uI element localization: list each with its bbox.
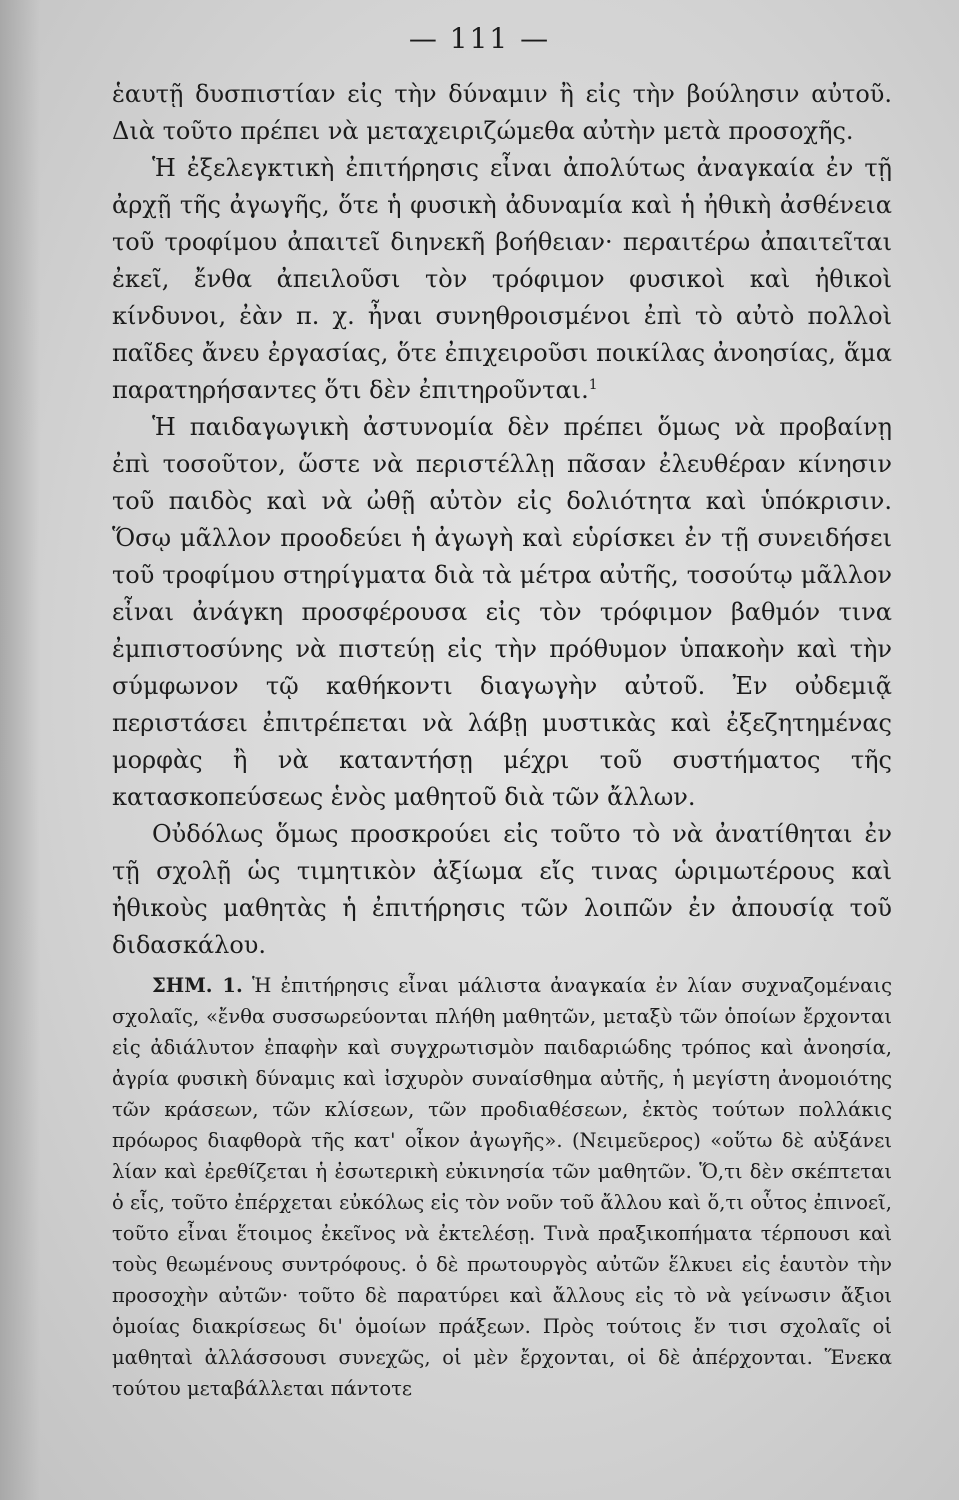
footnote bbox=[112, 970, 892, 1404]
footnote-paragraph bbox=[112, 970, 892, 1404]
binding-shadow bbox=[0, 0, 40, 1500]
paragraph bbox=[112, 816, 892, 964]
page-body bbox=[112, 76, 892, 1404]
paragraph-text: Οὐδόλως ὅμως προσκρούει εἰς τοῦτο τὸ νὰ ἀνατίθηται ἐν τῇ σχολῇ ὡς τιμητικὸν ἀξίωμα εἴς τινας ὡριμωτέρους καὶ ἠθικοὺς μαθητὰς ἡ ἐπιτήρησις τῶν λοιπῶν ἐν ἀπουσίᾳ τοῦ διδασκάλου. bbox=[112, 820, 892, 959]
paragraph bbox=[112, 76, 892, 150]
footnote-text: Ἡ ἐπιτήρησις εἶναι μάλιστα ἀναγκαία ἐν λίαν συχναζομέναις σχολαῖς, «ἔνθα συσσωρεύονται πλήθη μαθητῶν, μεταξὺ τῶν ὁποίων ἔρχονται εἰς ἀδιάλυτον ἐπαφὴν καὶ συγχρωτισμὸν παιδαριώδης τρόπος καὶ ἀνοησία, ἀγρία φυσικὴ δύναμις καὶ ἰσχυρὸν συναίσθημα αὐτῆς, ἡ μεγίστη ἀνομοιότης τῶν κράσεων, τῶν κλίσεων, τῶν προδιαθέσεων, ἐκτὸς τούτων πολλάκις πρόωρος διαφθορὰ τῆς κατ' οἶκον ἀγωγῆς». (Νειμεῦερος) «οὕτω δὲ αὐξάνει λίαν καὶ ἐρεθίζεται ἡ ἐσωτερικὴ εὐκινησία τῶν μαθητῶν. Ὅ,τι δὲν σκέπτεται ὁ εἷς, τοῦτο ἐπέρχεται εὐκόλως εἰς τὸν νοῦν τοῦ ἄλλου καὶ ὅ,τι οὗτος ἐπινοεῖ, τοῦτο εἶναι ἕτοιμος ἐκεῖνος νὰ ἐκτελέσῃ. Τινὰ πραξικοπήματα τέρπουσι καὶ τοὺς θεωμένους συντρόφους. ὁ δὲ πρωτουργὸς αὐτῶν ἕλκυει εἰς ἑαυτὸν τὴν προσοχὴν αὐτῶν· τοῦτο δὲ παρατύρει καὶ ἄλλους εἰς τὸ νὰ γείνωσιν ἄξιοι ὁμοίας διακρίσεως δι' ὁμοίων πράξεων. Πρὸς τούτοις ἔν τισι σχολαῖς οἱ μαθηταὶ ἀλλάσσουσι συνεχῶς, οἱ μὲν ἔρχονται, οἱ δὲ ἀπέρχονται. Ἕνεκα τούτου μεταβάλλεται πάντοτε bbox=[112, 974, 893, 1400]
paragraph-text: Ἡ ἐξελεγκτικὴ ἐπιτήρησις εἶναι ἀπολύτως ἀναγκαία ἐν τῇ ἀρχῇ τῆς ἀγωγῆς, ὅτε ἡ φυσικὴ ἀδυναμία καὶ ἡ ἠθικὴ ἀσθένεια τοῦ τροφίμου ἀπαιτεῖ διηνεκῆ βοήθειαν· περαιτέρω ἀπαιτεῖται ἐκεῖ, ἔνθα ἀπειλοῦσι τὸν τρόφιμον φυσικοὶ καὶ ἠθικοὶ κίνδυνοι, ἐὰν π. χ. ἦναι συνηθροισμένοι ἐπὶ τὸ αὐτὸ πολλοὶ παῖδες ἄνευ ἐργασίας, ὅτε ἐπιχειροῦσι ποικίλας ἀνοησίας, ἅμα παρατηρήσαντες ὅτι δὲν ἐπιτηροῦνται. bbox=[112, 154, 892, 404]
paragraph-text: ἑαυτῇ δυσπιστίαν εἰς τὴν δύναμιν ἢ εἰς τὴν βούλησιν αὐτοῦ. Διὰ τοῦτο πρέπει νὰ μεταχειριζώμεθα αὐτὴν μετὰ προσοχῆς. bbox=[112, 80, 892, 145]
main-text bbox=[112, 76, 892, 964]
footnote-label: ΣΗΜ. 1. bbox=[152, 974, 243, 997]
paragraph bbox=[112, 409, 892, 816]
paragraph-text: Ἡ παιδαγωγικὴ ἀστυνομία δὲν πρέπει ὅμως νὰ προβαίνῃ ἐπὶ τοσοῦτον, ὥστε νὰ περιστέλλῃ πᾶσαν ἐλευθέραν κίνησιν τοῦ παιδὸς καὶ νὰ ὠθῇ αὐτὸν εἰς δολιότητα καὶ ὑπόκρισιν. Ὅσῳ μᾶλλον προοδεύει ἡ ἀγωγὴ καὶ εὑρίσκει ἐν τῇ συνειδήσει τοῦ τροφίμου στηρίγματα διὰ τὰ μέτρα αὐτῆς, τοσούτῳ μᾶλλον εἶναι ἀνάγκη προσφέρουσα εἰς τὸν τρόφιμον βαθμόν τινα ἐμπιστοσύνης νὰ πιστεύῃ εἰς τὴν πρόθυμον ὑπακοὴν καὶ τὴν σύμφωνον τῷ καθήκοντι διαγωγὴν αὐτοῦ. Ἐν οὐδεμιᾷ περιστάσει ἐπιτρέπεται νὰ λάβῃ μυστικὰς καὶ ἐξεζητημένας μορφὰς ἢ νὰ καταντήσῃ μέχρι τοῦ συστήματος τῆς κατασκοπεύσεως ἑνὸς μαθητοῦ διὰ τῶν ἄλλων. bbox=[112, 413, 892, 811]
footnote-marker: 1 bbox=[588, 377, 598, 393]
paragraph bbox=[112, 150, 892, 409]
page-number: — 111 — bbox=[408, 22, 551, 55]
